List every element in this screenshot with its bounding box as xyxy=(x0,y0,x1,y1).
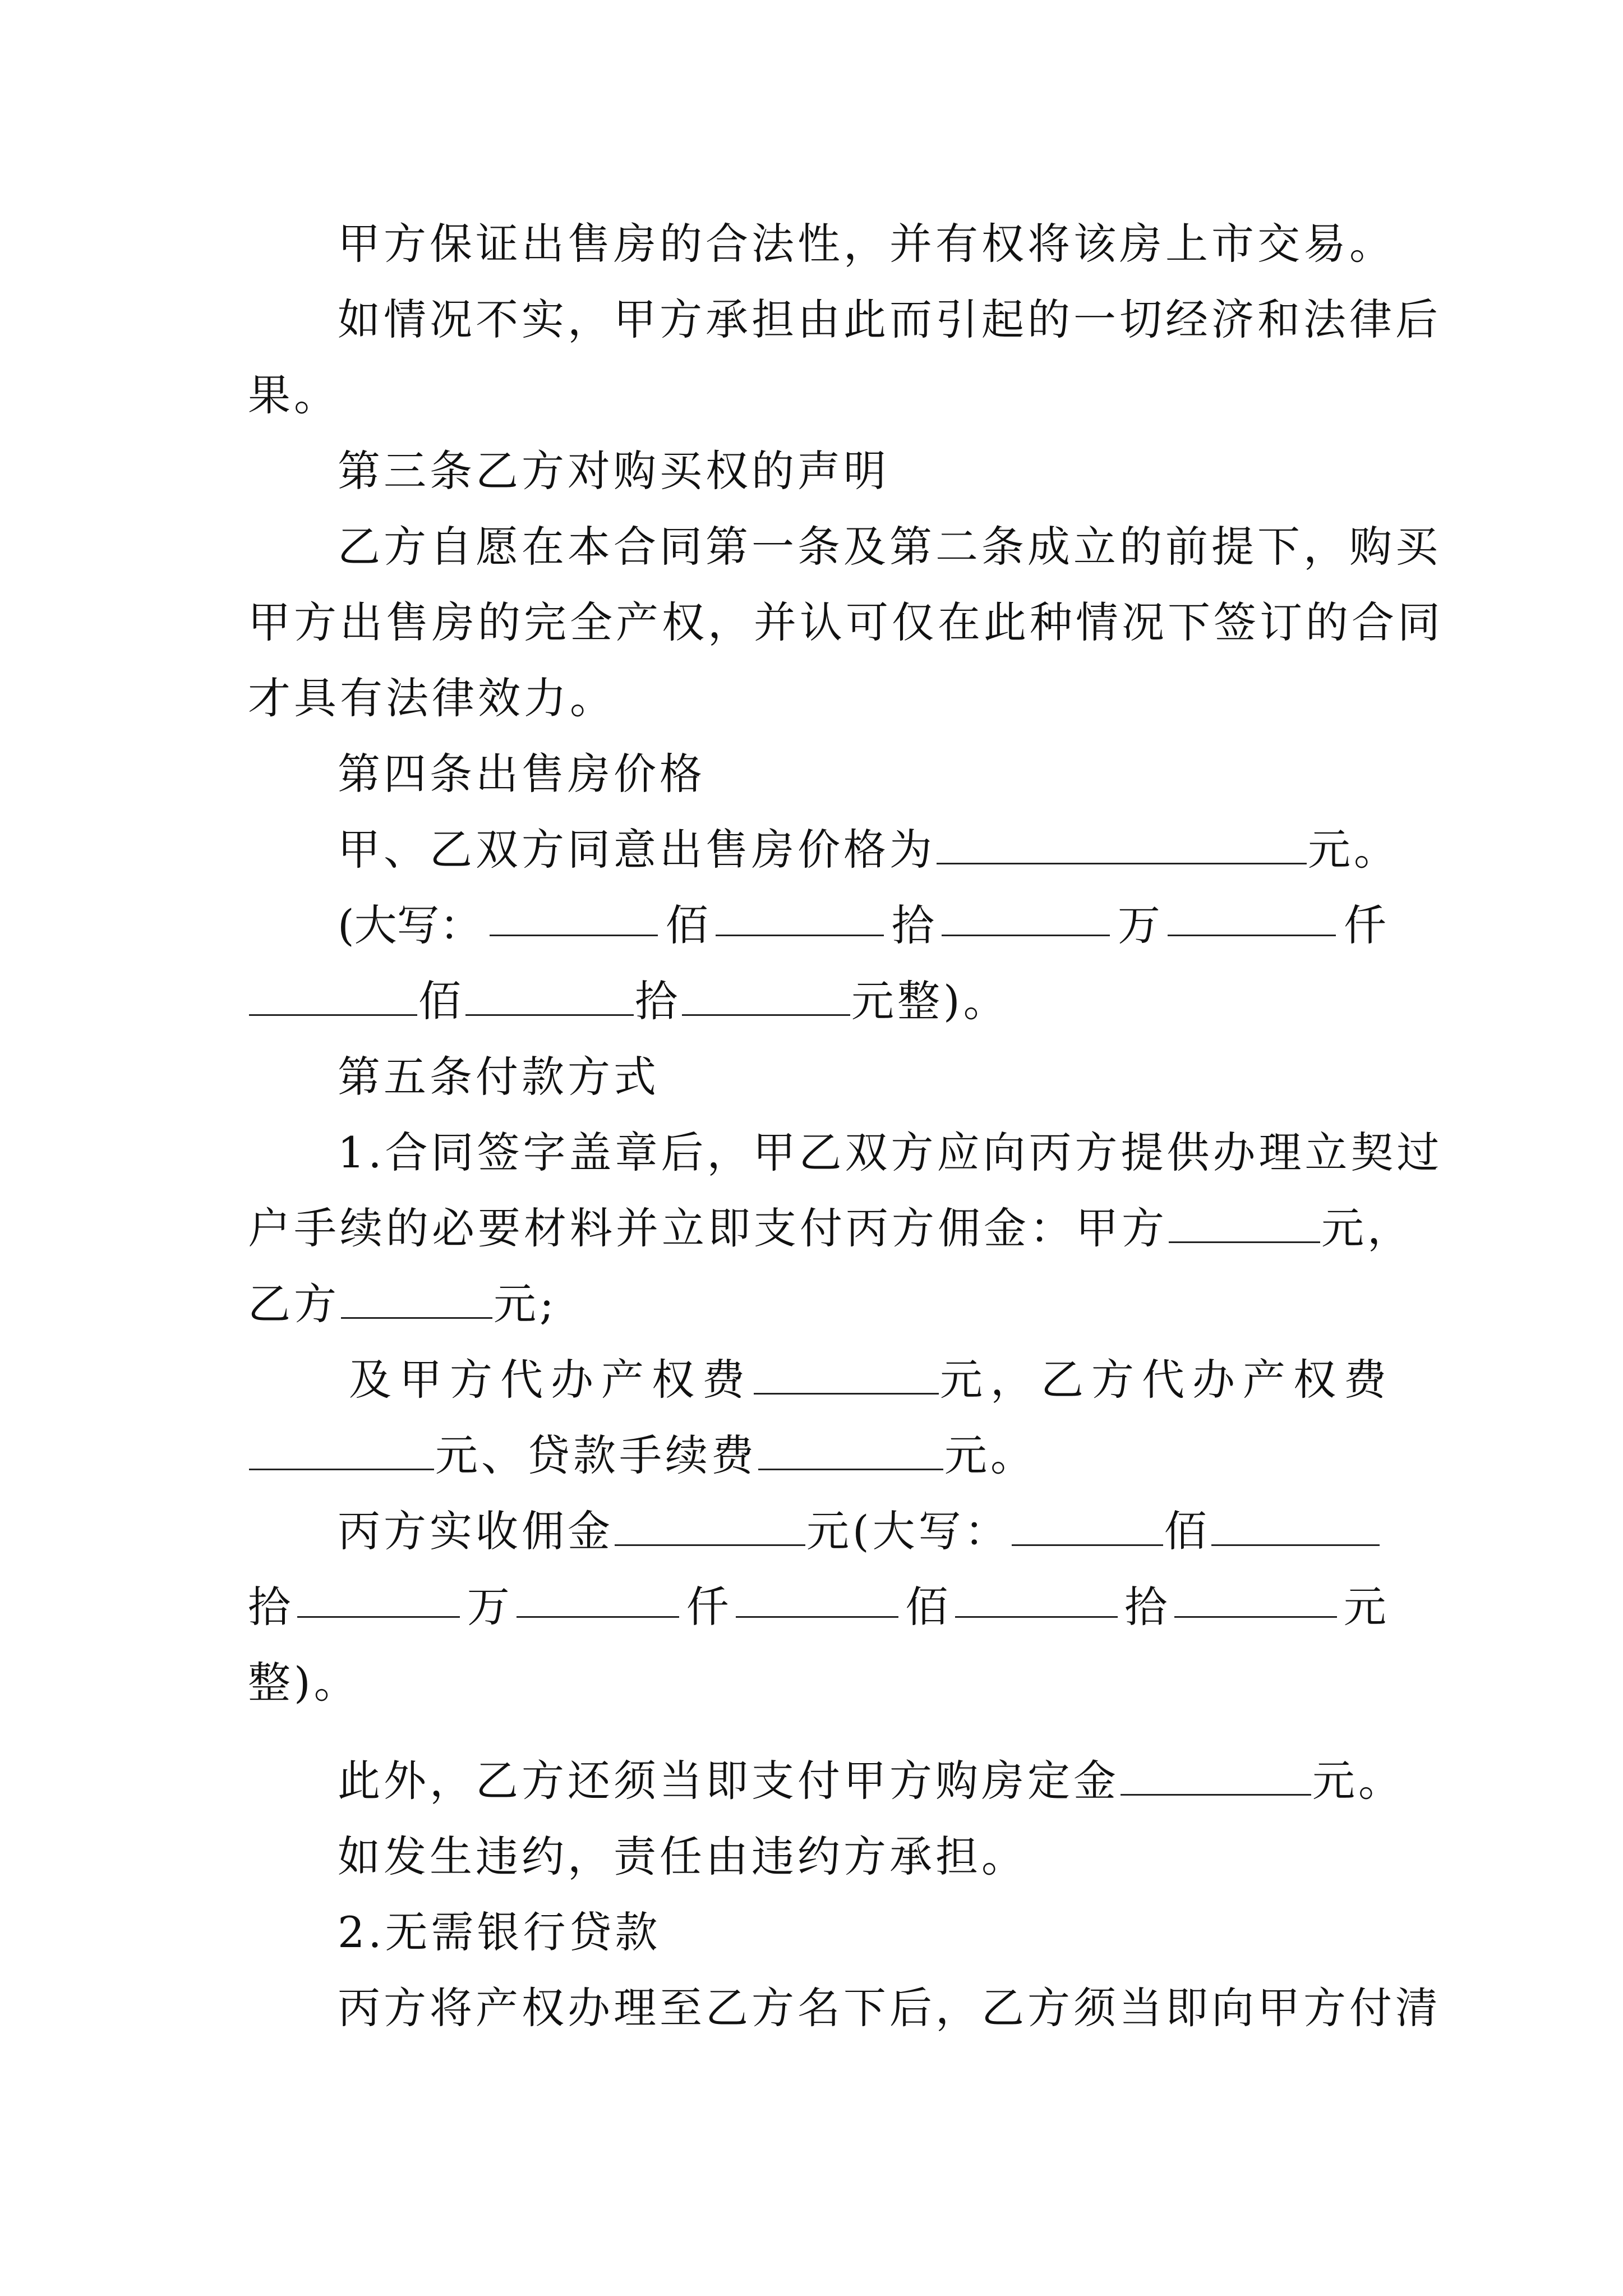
blank xyxy=(1169,1204,1320,1243)
paragraph-line: 如发生违约，责任由违约方承担。 xyxy=(338,1832,1027,1881)
fee-label-b: 元，乙方代办产权费 xyxy=(940,1355,1394,1405)
section-heading: 第五条付款方式 xyxy=(338,1052,660,1102)
unit-yuan-zheng: 元整)。 xyxy=(851,976,1009,1026)
unit-shi: 拾 xyxy=(248,1582,291,1632)
unit-yuan: 元 xyxy=(1343,1582,1386,1632)
blank xyxy=(682,977,850,1016)
blank xyxy=(490,898,658,936)
section-heading: 第三条乙方对购买权的声明 xyxy=(338,446,889,496)
paragraph-line: 丙方将产权办理至乙方名下后，乙方须当即向甲方付清 xyxy=(338,1983,1441,2033)
commission-label: 户手续的必要材料并立即支付丙方佣金：甲方 xyxy=(248,1203,1168,1253)
paragraph-line: 乙方自愿在本合同第一条及第二条成立的前提下，购买 xyxy=(338,522,1441,572)
blank xyxy=(1168,898,1336,936)
unit: 元， xyxy=(1321,1203,1413,1253)
paragraph-line: 果。 xyxy=(248,370,340,420)
uppercase-label: (大写： xyxy=(338,900,482,950)
fee-line xyxy=(349,1352,1394,1408)
paragraph-line: 才具有法律效力。 xyxy=(248,673,616,723)
uppercase-label: 元(大写： xyxy=(806,1506,1011,1556)
unit: 元; xyxy=(494,1279,557,1329)
unit-bai: 佰 xyxy=(418,976,464,1026)
blank xyxy=(249,977,417,1016)
section-heading: 2.无需银行贷款 xyxy=(338,1907,661,1957)
price-label: 甲、乙双方同意出售房价格为 xyxy=(338,825,935,875)
deposit-label: 此外，乙方还须当即支付甲方购房定金 xyxy=(338,1756,1119,1806)
blank xyxy=(249,1432,434,1470)
unit-shi: 拾 xyxy=(1124,1582,1168,1632)
paragraph-line: 1.合同签字盖章后，甲乙双方应向丙方提供办理立契过 xyxy=(338,1128,1443,1177)
unit-wan: 万 xyxy=(467,1582,510,1632)
fee-label-c: 元、贷款手续费 xyxy=(435,1430,757,1480)
price-line xyxy=(338,822,1400,878)
blank xyxy=(716,898,884,936)
blank xyxy=(465,977,634,1016)
unit-qian: 仟 xyxy=(1343,900,1386,950)
blank xyxy=(615,1507,805,1546)
price-unit: 元。 xyxy=(1308,825,1400,875)
unit-bai: 佰 xyxy=(905,1582,948,1632)
deposit-line xyxy=(338,1753,1404,1809)
unit-qian: 仟 xyxy=(686,1582,729,1632)
blank xyxy=(1012,1507,1163,1546)
price-uppercase-line xyxy=(338,898,1386,954)
unit-shi: 拾 xyxy=(635,976,681,1026)
unit-shi: 拾 xyxy=(891,900,934,950)
unit-bai: 佰 xyxy=(1164,1506,1210,1556)
commission-line xyxy=(248,1200,1413,1257)
blank xyxy=(517,1579,679,1618)
actual-commission-line xyxy=(338,1503,1386,1559)
paragraph-line: 如情况不实，甲方承担由此而引起的一切经济和法律后 xyxy=(338,295,1441,344)
blank xyxy=(736,1579,898,1618)
blank xyxy=(1121,1757,1311,1796)
actual-commission-line-2 xyxy=(248,1579,1386,1635)
blank xyxy=(758,1432,943,1470)
paragraph-line: 整)。 xyxy=(248,1658,360,1708)
actual-commission-label: 丙方实收佣金 xyxy=(338,1506,614,1556)
blank xyxy=(1211,1507,1380,1546)
price-uppercase-line-2 xyxy=(248,973,1386,1029)
blank xyxy=(297,1579,460,1618)
blank xyxy=(1174,1579,1337,1618)
unit: 元。 xyxy=(1312,1756,1404,1806)
commission-line-2 xyxy=(248,1276,1386,1332)
blank xyxy=(754,1356,939,1395)
fee-line-2 xyxy=(248,1428,1386,1484)
blank xyxy=(942,898,1110,936)
unit-bai: 佰 xyxy=(665,900,708,950)
paragraph-line: 甲方保证出售房的合法性，并有权将该房上市交易。 xyxy=(338,219,1395,269)
unit-wan: 万 xyxy=(1117,900,1160,950)
price-blank xyxy=(937,826,1307,864)
party-b-label: 乙方 xyxy=(248,1279,340,1329)
blank xyxy=(955,1579,1118,1618)
blank xyxy=(341,1280,492,1319)
fee-label-a: 及甲方代办产权费 xyxy=(349,1355,753,1405)
unit: 元。 xyxy=(944,1430,1036,1480)
section-heading: 第四条出售房价格 xyxy=(338,749,706,799)
paragraph-line: 甲方出售房的完全产权，并认可仅在此种情况下签订的合同 xyxy=(248,597,1444,647)
